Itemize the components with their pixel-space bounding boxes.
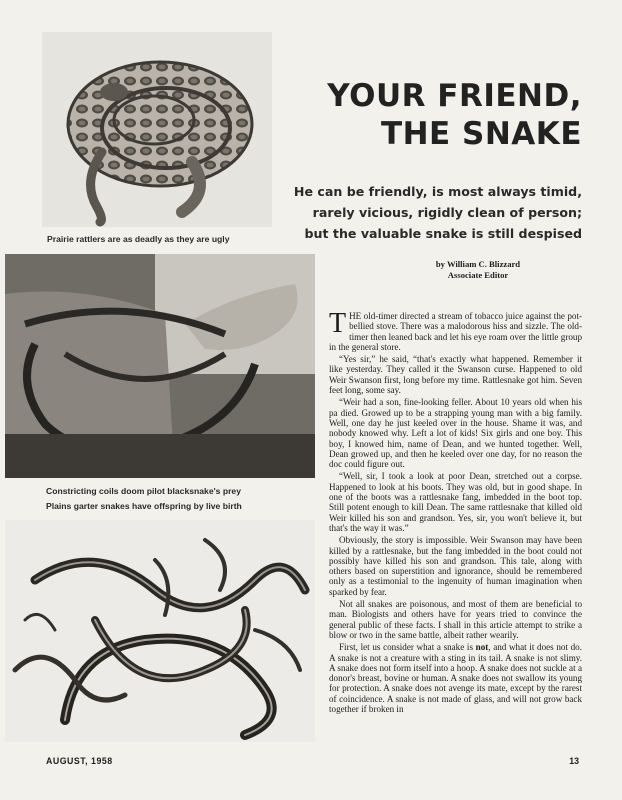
author-name: by William C. Blizzard <box>435 259 521 269</box>
body-paragraph: “Well, sir, I took a look at poor Dean, stretched out a corpse. Happened to look at his boots. They was old, but in good shape. In one of the boots was a rattlesnake fang, imbedded in the boot top. Still potent enough to kill Dean. The same rattlesnake that killed old Weir killed his son and grandson. Yes, sir, you won't believe it, but that's the way it was.” <box>329 471 582 533</box>
garter-snakes-tangle-illustration <box>5 520 315 742</box>
issue-date: AUGUST, 1958 <box>46 756 113 766</box>
drop-cap: T <box>329 311 347 339</box>
hand-holding-blacksnake-illustration <box>5 254 315 478</box>
article-body <box>329 311 582 743</box>
rattlesnake-photo <box>42 32 272 227</box>
subtitle-line: rarely vicious, rigidly clean of person; <box>312 205 582 220</box>
garter-snakes-photo <box>5 520 315 742</box>
title-line-2: THE SNAKE <box>380 116 582 152</box>
body-paragraph: “Weir had a son, fine-looking feller. About 10 years old when his pa died. Growed up to be a strapping young man with a big family. Well, one day he just keeled over in the house. Shame it was, and nobody knowed why. Left a lot of kids! Six girls and one boy. This boy, I knowed him, name of Dean, and we hunted together. Well, Dean growed up, and then he keeled over one day, for no reason the doc could figure out. <box>329 397 582 470</box>
blacksnake-caption: Constricting coils doom pilot blacksnake's prey <box>46 486 241 496</box>
body-paragraph: Obviously, the story is impossible. Weir Swanson may have been killed by a rattlesnake, but the fang imbedded in the boot could not possibly have killed his son and grandson. This tale, along with others based on superstition and ignorance, should be remembered only as a testimonial to the ingenuity of human imagination when sparked by fear. <box>329 535 582 597</box>
article-title <box>327 77 582 153</box>
subtitle-line: but the valuable snake is still despised <box>304 226 582 241</box>
title-line-1: YOUR FRIEND, <box>327 78 582 114</box>
body-paragraph: Not all snakes are poisonous, and most of them are beneficial to man. Biologists and others have for years tried to convince the general public of these facts. I shall in this article attempt to strike a blow or two in the same battle, albeit rather wearily. <box>329 599 582 640</box>
page-number: 13 <box>569 756 579 766</box>
body-paragraph: THE old-timer directed a stream of tobacco juice against the pot-bellied stove. There was a malodorous hiss and sizzle. The old-timer then leaned back and let his eye roam over the little group in the general store. <box>329 311 582 352</box>
byline <box>398 259 558 281</box>
body-paragraph: “Yes sir,” he said, “that's exactly what happened. Remember it like yesterday. They called it the Swanson curse. Happened to old Weir Swanson first, long before my time. Rattlesnake got him. Seven feet long, some say. <box>329 354 582 396</box>
subtitle-line: He can be friendly, is most always timid, <box>293 184 582 199</box>
rattler-caption: Prairie rattlers are as deadly as they are ugly <box>47 234 230 244</box>
blacksnake-photo <box>5 254 315 478</box>
coiled-rattlesnake-illustration <box>42 32 272 227</box>
garter-caption: Plains garter snakes have offspring by live birth <box>46 501 242 511</box>
body-paragraph: First, let us consider what a snake is not, and what it does not do. A snake is not a creature with a sting in its tail. A snake is not slimy. A snake does not form itself into a hoop. A snake does not suckle at a donor's breast, bovine or human. A snake does not swallow its young for protection. A snake does not avenge its mate, except by the rarest of coincidence. A snake is not made of glass, and will not grow back together if broken in <box>329 642 582 714</box>
author-role: Associate Editor <box>447 270 509 280</box>
article-subtitle <box>252 181 582 244</box>
